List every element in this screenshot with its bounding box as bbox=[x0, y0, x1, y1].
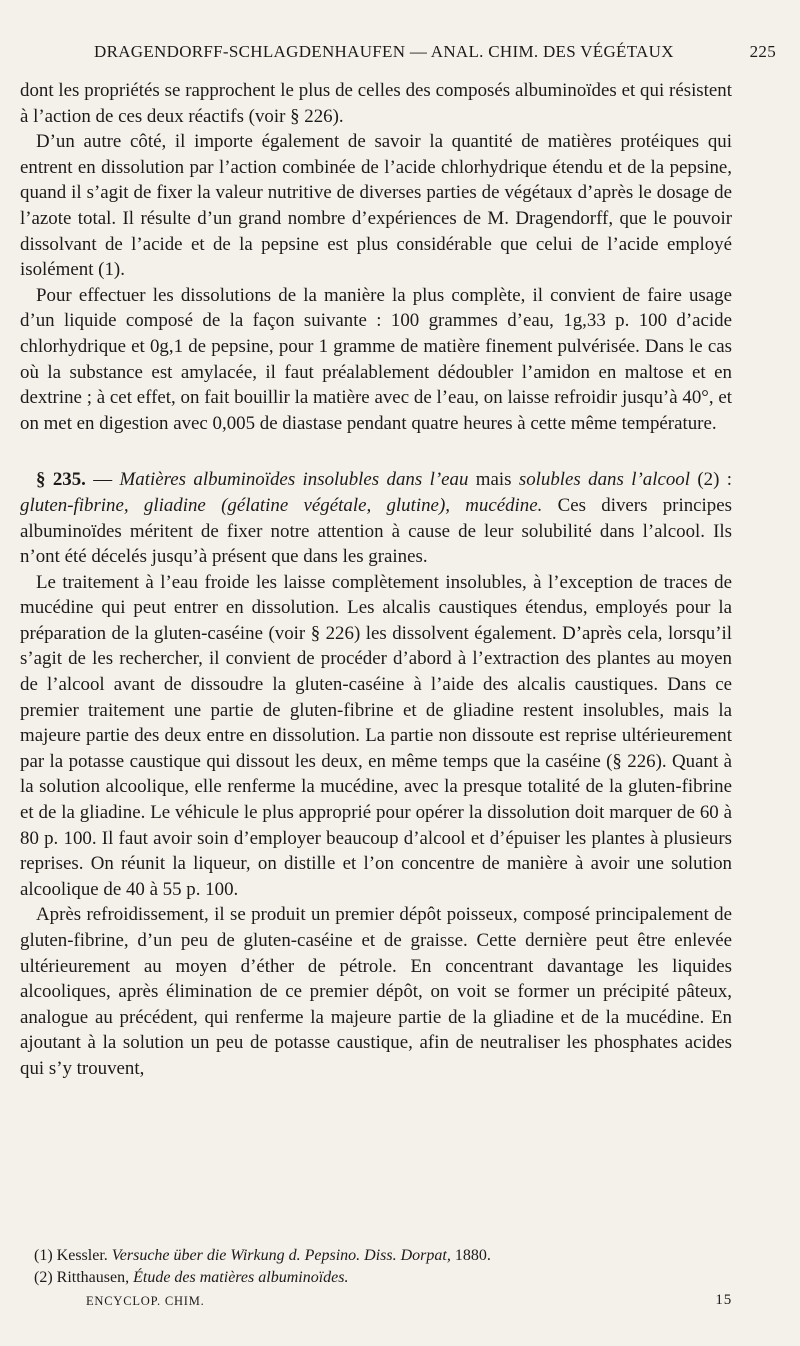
footnote-1-title: Versuche über die Wirkung d. Pepsino. Diss. Dorpat, bbox=[111, 1247, 451, 1264]
footnotes bbox=[34, 1245, 734, 1289]
paragraph-after-cooling: Après refroidissement, il se produit un premier dépôt poisseux, composé principalement de gluten-fibrine, d’un peu de gluten-caséine et de graisse. Cette dernière peut être enlevée ultérieurement au moyen d’éther de pétrole. En concentrant davantage les liquides alcooliques, après élimination de ce premier dépôt, on voit se former un précipité pâteux, analogue au précédent, qui renferme la majeure partie de la gliadine et de la mucédine. En ajoutant à la solution un peu de potasse caustique, afin de neutraliser les phosphates acides qui s’y trouvent, bbox=[20, 904, 732, 1079]
footer-left: ENCYCLOP. CHIM. bbox=[86, 1294, 205, 1308]
footnote-1-author: Kessler. bbox=[56, 1247, 112, 1264]
section-gap bbox=[20, 436, 732, 467]
paragraph-continuation: dont les propriétés se rapprochent le plus de celles des composés albuminoïdes et qui résistent à l’action de ces deux réactifs (voir § 226). bbox=[20, 80, 732, 127]
section-235-paragraph bbox=[20, 467, 732, 569]
footnote-1 bbox=[34, 1245, 734, 1267]
paragraph-cold-water-treatment: Le traitement à l’eau froide les laisse complètement insolubles, à l’exception de traces de mucédine qui peut entrer en dissolution. Les alcalis caustiques étendus, employés pour la préparation de la gluten-caséine (voir § 226) les dissolvent également. D’après cela, lorsqu’il s’agit de les rechercher, il convient de procéder d’abord à l’extraction des plantes au moyen de l’alcool avant de dissoudre la gluten-caséine à l’aide des alcalis caustiques. Dans ce premier traitement une partie de gluten-fibrine et de gliadine restent insolubles, mais la majeure partie des deux entre en dissolution. La partie non dissoute est reprise ultérieurement par la potasse caustique qui dissout les deux, en même temps que la caséine (§ 226). Quant à la solution alcoolique, elle renferme la mucédine, avec la presque totalité de la gluten-fibrine et de la gliadine. Le véhicule le plus approprié pour opérer la dissolution doit marquer de 60 à 80 p. 100. Il faut avoir soin d’employer beaucoup d’alcool et d’épuiser les plantes à plusieurs reprises. On réunit la liqueur, on distille et l’on concentre de manière à avoir une solution alcoolique de 40 à 55 p. 100. bbox=[20, 571, 732, 900]
footnote-1-year: 1880. bbox=[450, 1247, 491, 1264]
section-dash: — bbox=[85, 469, 120, 491]
body-text bbox=[20, 78, 732, 1082]
footnote-1-mark: (1) bbox=[34, 1247, 57, 1264]
section-names-paren: (gélatine végétale, glutine), bbox=[205, 494, 466, 516]
footnote-2-title: Étude des matières albuminoïdes. bbox=[133, 1269, 349, 1286]
section-title-part1: Matières albuminoïdes insolubles dans l’eau bbox=[119, 469, 469, 491]
footnote-2 bbox=[34, 1267, 734, 1289]
section-intro-text: Ces divers principes albuminoïdes méritent de fixer notre attention à cause de leur solubilité dans l’alcool. Ils n’ont été décelés jusqu’à présent que dans les graines. bbox=[20, 494, 732, 568]
page-number: 225 bbox=[749, 42, 776, 61]
footnote-2-mark: (2) bbox=[34, 1269, 57, 1286]
section-names-end: mucédine. bbox=[465, 494, 543, 516]
section-title-part2: solubles dans l’alcool bbox=[518, 469, 690, 491]
footer-signature: 15 bbox=[715, 1292, 732, 1308]
footnote-ref-2: (2) : bbox=[689, 469, 733, 491]
section-title-mais: mais bbox=[468, 469, 519, 491]
footnote-2-author: Ritthausen, bbox=[56, 1269, 134, 1286]
section-number: § 235. bbox=[36, 469, 86, 491]
paragraph-protein-dissolution: D’un autre côté, il importe également de savoir la quantité de matières protéiques qui entrent en dissolution par l’action combinée de l’acide chlorhydrique étendu et de la pepsine, quand il s’agit de fixer la valeur nutritive de diverses parties de végétaux d’après le dosage de l’azote total. Il résulte d’un grand nombre d’expériences de M. Dragendorff, que le pouvoir dissolvant de l’acide et de la pepsine est plus considérable que celui de l’acide employé isolément (1). bbox=[20, 131, 732, 281]
paragraph-dissolution-method: Pour effectuer les dissolutions de la manière la plus complète, il convient de faire usage d’un liquide composé de la façon suivante : 100 grammes d’eau, 1g,33 p. 100 d’acide chlorhydrique et 0g,1 de pepsine, pour 1 gramme de matière finement pulvérisée. Dans le cas où la substance est amylacée, il faut préalablement dédoubler l’amidon en maltose et en dextrine ; à cet effet, on fait bouillir la matière avec de l’eau, on laisse refroidir jusqu’à 40°, et on met en digestion avec 0,005 de diastase pendant quatre heures à cette même température. bbox=[20, 284, 732, 434]
running-title: DRAGENDORFF-SCHLAGDENHAUFEN — ANAL. CHIM. DES VÉGÉTAUX bbox=[94, 42, 674, 61]
section-names: gluten-fibrine, gliadine bbox=[20, 494, 206, 516]
